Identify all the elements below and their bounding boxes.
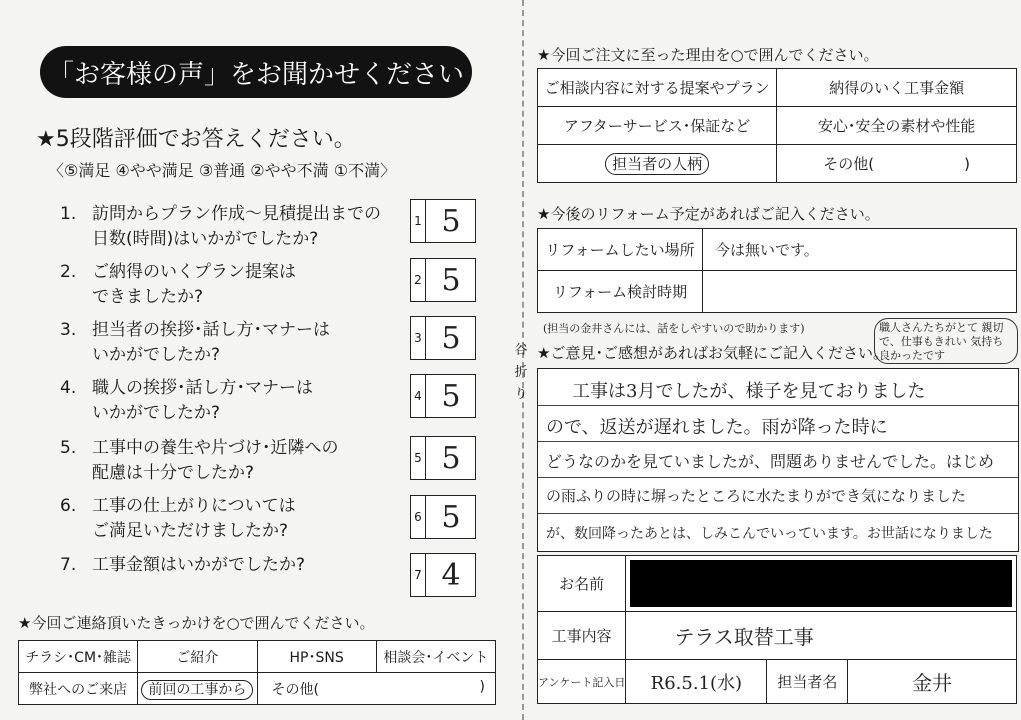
contact-option-web[interactable]: HP･SNS [257,641,376,673]
reason-staff[interactable] [538,145,777,183]
comment-line-4: の雨ふりの時に塀ったところに水たまりができ気になりました [546,487,967,505]
date-field[interactable]: R6.5.1(水) [626,660,767,704]
name-field[interactable] [626,556,1017,612]
handwritten-score: 5 [441,203,461,239]
customer-info-table [537,555,1017,704]
reform-time-label: リフォーム検討時期 [538,271,703,313]
contact-option-flyer[interactable]: チラシ･CM･雑誌 [19,641,138,673]
contact-table [18,640,496,705]
reason-price[interactable]: 納得のいく工事金額 [777,69,1017,107]
reform-time-field[interactable] [703,271,1017,313]
reason-aftercare[interactable]: アフターサービス･保証など [538,107,777,145]
score-box-4[interactable]: 4 5 [410,374,476,418]
reason-table [537,68,1017,183]
opinion-heading: ★ご意見･ご感想があればお気軽にご記入ください。 [537,344,888,362]
comment-line-5: が、数回降ったあとは、しみこんでいっています。お世話になりました [546,526,993,542]
staff-field[interactable]: 金井 [848,660,1017,704]
contact-option-event[interactable]: 相談会･イベント [376,641,495,673]
handwritten-score: 5 [441,378,461,414]
handwritten-note-staff: (担当の金井さんには、話をしやすいので助かります) [543,322,805,335]
reason-proposal[interactable]: ご相談内容に対する提案やプラン [538,69,777,107]
reform-heading: ★今後のリフォーム予定があればご記入ください。 [537,205,880,223]
reason-heading: ★今回ご注文に至った理由を○で囲んでください。 [537,46,879,64]
handwritten-score: 5 [441,262,461,298]
rating-legend: 〈⑤満足 ④やや満足 ③普通 ②やや不満 ①不満〉 [48,161,397,180]
staff-label: 担当者名 [767,660,848,704]
handwritten-score: 4 [441,557,461,593]
score-box-7[interactable]: 7 4 [410,553,476,597]
score-box-1[interactable]: 1 5 [410,199,476,243]
comment-line-1: 工事は3月でしたが、様子を見ておりました [572,381,926,402]
handwritten-score: 5 [441,499,461,535]
score-box-2[interactable]: 2 5 [410,258,476,302]
redaction-bar [630,560,1012,607]
rating-heading: ★5段階評価でお答えください。 [36,127,356,152]
date-label: アンケート記入日 [538,660,626,704]
handwritten-note-craftsmen: 職人さんたちがとて 親切で、仕事もきれい 気持ち良かったです [874,318,1018,364]
comment-line-3: どうなのかを見ていましたが、問題ありませんでした。はじめ [546,452,995,471]
contact-option-referral[interactable]: ご紹介 [138,641,257,673]
name-label: お名前 [538,556,626,612]
survey-title: 「お客様の声」をお聞かせください [40,46,472,98]
comment-line-2: ので、返送が遅れました。雨が降った時に [546,417,888,438]
work-label: 工事内容 [538,612,626,660]
reform-table [537,228,1017,313]
score-box-5[interactable]: 5 5 [410,436,476,480]
reason-materials[interactable]: 安心･安全の素材や性能 [777,107,1017,145]
contact-option-store[interactable]: 弊社へのご来店 [19,673,138,705]
reform-place-label: リフォームしたい場所 [538,229,703,271]
handwritten-score: 5 [441,440,461,476]
score-box-3[interactable]: 3 5 [410,316,476,360]
score-box-6[interactable]: 6 5 [410,495,476,539]
contact-heading: ★今回ご連絡頂いたきっかけを○で囲んでください。 [18,614,375,632]
handwritten-score: 5 [441,320,461,356]
circled-choice: 担当者の人柄 [605,153,709,175]
reason-other[interactable]: その他( ) [777,145,1017,183]
work-field[interactable]: テラス取替工事 [626,612,1017,660]
reform-place-field[interactable]: 今は無いです。 [703,229,1017,271]
comment-box[interactable] [537,368,1019,552]
contact-option-previous[interactable] [138,673,257,705]
contact-option-other[interactable]: その他( ) [257,673,496,705]
fold-label: 谷 折 り [514,343,528,402]
circled-choice: 前回の工事から [141,680,253,700]
